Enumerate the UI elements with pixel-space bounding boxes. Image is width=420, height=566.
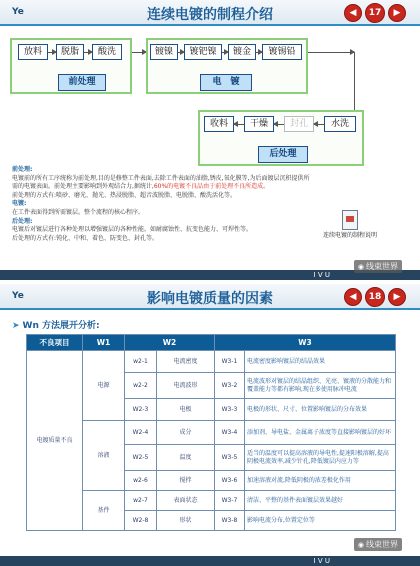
nav-buttons	[344, 288, 406, 307]
connector-line	[354, 52, 355, 110]
w3-code: W3-5	[215, 445, 245, 471]
page-number-badge: 17	[365, 3, 385, 23]
note-text: 电镀前的所有工序统称为前处理,目的是修整工件表面,去除工件表面的油脂,锈皮,氧化膜等,为后面镀层沉积提供所需的电镀表面。前处理主要影响到外观结合力,据统计,	[12, 174, 310, 191]
note-highlight: 60%的电镀不良品由于前处理不良所造成。	[153, 183, 270, 191]
w2-code: W2-4	[125, 421, 157, 445]
section-subheading	[12, 318, 100, 331]
plating-label: 电 镀	[200, 74, 252, 91]
step-gold: 镀金	[228, 44, 256, 60]
w3-description: 加速溶液对流,降低阴极的浓差极化作用	[245, 471, 396, 491]
w3-code: W3-3	[215, 399, 245, 421]
prev-slide-button[interactable]: ◀	[344, 4, 362, 22]
brand-logo: Ye	[12, 291, 24, 301]
w1-cell: 溶液	[83, 421, 125, 491]
w3-code: W3-8	[215, 511, 245, 531]
watermark	[354, 538, 402, 551]
header-defect: 不良项目	[27, 335, 83, 351]
slide-title: 影响电镀质量的因素	[147, 291, 273, 307]
table-row	[27, 351, 396, 373]
note-text: 在工件表面得到所需镀层。整个流程的核心程序。	[12, 208, 145, 216]
table-row	[27, 421, 396, 445]
w1-cell: 电源	[83, 351, 125, 421]
w2-code: W2-3	[125, 399, 157, 421]
step-feed: 放料	[18, 44, 48, 60]
w3-code: W3-2	[215, 373, 245, 399]
header-w1: W1	[83, 335, 125, 351]
wechat-icon: ◉	[357, 262, 364, 271]
note-text: 后处理的方式有:钝化、中和、着色、防变色、封孔等。	[12, 234, 159, 242]
arrow	[314, 124, 324, 125]
page-number-badge: 18	[365, 287, 385, 307]
step-palladium-nickel: 镀钯镍	[184, 44, 222, 60]
arrow	[48, 52, 56, 53]
header-w3: W3	[215, 335, 396, 351]
w3-code: W3-7	[215, 491, 245, 511]
connector-line	[308, 52, 354, 53]
arrow	[84, 52, 92, 53]
note-heading: 电镀:	[12, 200, 27, 208]
w2-factor: 形状	[157, 511, 215, 531]
watermark-text: 线束世界	[366, 262, 398, 271]
posttreatment-label: 后处理	[258, 146, 308, 163]
step-rinse: 水洗	[324, 116, 356, 132]
nav-buttons	[344, 4, 406, 23]
pretreatment-label: 前处理	[58, 74, 106, 91]
slide-title: 连续电镀的制程介绍	[147, 7, 273, 23]
w2-code: w2-7	[125, 491, 157, 511]
w2-factor: 温度	[157, 445, 215, 471]
w3-description: 添加剂、导电盐、金属离子浓度等直接影响镀层的好坏	[245, 421, 396, 445]
w3-code: W3-1	[215, 351, 245, 373]
step-nickel: 镀镍	[150, 44, 178, 60]
step-collect: 收料	[204, 116, 234, 132]
w2-code: W2-5	[125, 445, 157, 471]
note-heading: 后处理:	[12, 217, 33, 225]
w2-factor: 电极	[157, 399, 215, 421]
w2-factor: 成分	[157, 421, 215, 445]
arrow	[274, 124, 284, 125]
wn-analysis-table	[26, 334, 396, 531]
slide-quality-factors	[0, 284, 420, 566]
w2-code: w2-1	[125, 351, 157, 373]
next-slide-button[interactable]: ▶	[388, 288, 406, 306]
process-notes	[12, 166, 312, 243]
header-w2: W2	[125, 335, 215, 351]
w2-code: w2-6	[125, 471, 157, 491]
wechat-icon: ◉	[357, 540, 364, 549]
note-text: 电镀后对镀层进行各种处理以增强镀层的各种性能。如耐腐蚀性、抗变色能力、可焊性等。	[12, 226, 253, 234]
w3-description: 电极的形状、尺寸、位置影响镀层的分布效果	[245, 399, 396, 421]
w3-description: 清洁、平整的基件表面镀层效果越好	[245, 491, 396, 511]
arrow-bullet-icon: ➤	[12, 321, 20, 331]
step-pickling: 酸洗	[92, 44, 122, 60]
w3-code: W3-4	[215, 421, 245, 445]
table-row	[27, 491, 396, 511]
attachment-document[interactable]	[318, 210, 382, 240]
w2-factor: 搅拌	[157, 471, 215, 491]
w2-factor: 电流密度	[157, 351, 215, 373]
note-text: 前处理的方式有:喷砂、磨光、抛光、热浸脱脂、超音波脱脂、电脱脂、酸洗活化等。	[12, 191, 237, 199]
w3-code: W3-6	[215, 471, 245, 491]
connector-arrow	[132, 52, 146, 53]
w2-code: w2-2	[125, 373, 157, 399]
step-dry: 干燥	[244, 116, 274, 132]
defect-cell: 电镀质量不良	[27, 351, 83, 531]
footer-bar	[0, 556, 420, 566]
title-bar	[0, 284, 420, 310]
step-degrease: 脱脂	[56, 44, 84, 60]
w3-description: 电流密度影响镀层的结晶效果	[245, 351, 396, 373]
arrow	[234, 124, 244, 125]
w3-description: 适当的温度可以提高溶液的导电性,提速阳极溶解,提高阴极电流效率,减少针孔,降低镀层内应力等	[245, 445, 396, 471]
brand-logo: Ye	[12, 7, 24, 17]
watermark-text: 线束世界	[366, 540, 398, 549]
footer-text: I V U	[313, 557, 330, 565]
w3-description: 影响电流分布,位置定位等	[245, 511, 396, 531]
w3-description: 电流波形对镀层的结晶组织、光亮、镀液的分散能力和覆盖能力等都有影响,现在多使用脉冲电流	[245, 373, 396, 399]
w2-factor: 表面状态	[157, 491, 215, 511]
step-tin-lead: 镀锡铅	[262, 44, 302, 60]
note-text	[12, 175, 312, 192]
note-heading: 前处理:	[12, 166, 33, 173]
watermark	[354, 260, 402, 273]
prev-slide-button[interactable]: ◀	[344, 288, 362, 306]
slide-process-intro	[0, 0, 420, 282]
w2-code: W2-8	[125, 511, 157, 531]
w2-factor: 电流波形	[157, 373, 215, 399]
step-sealing: 封孔	[284, 116, 314, 132]
footer-text: I V U	[313, 271, 330, 279]
document-icon	[342, 210, 358, 230]
subheading-text: Wn 方法展开分析:	[22, 321, 100, 331]
table-header-row	[27, 335, 396, 351]
attachment-caption: 连续电镀的制程说明	[322, 232, 377, 239]
title-bar	[0, 0, 420, 26]
next-slide-button[interactable]: ▶	[388, 4, 406, 22]
w1-cell: 基件	[83, 491, 125, 531]
